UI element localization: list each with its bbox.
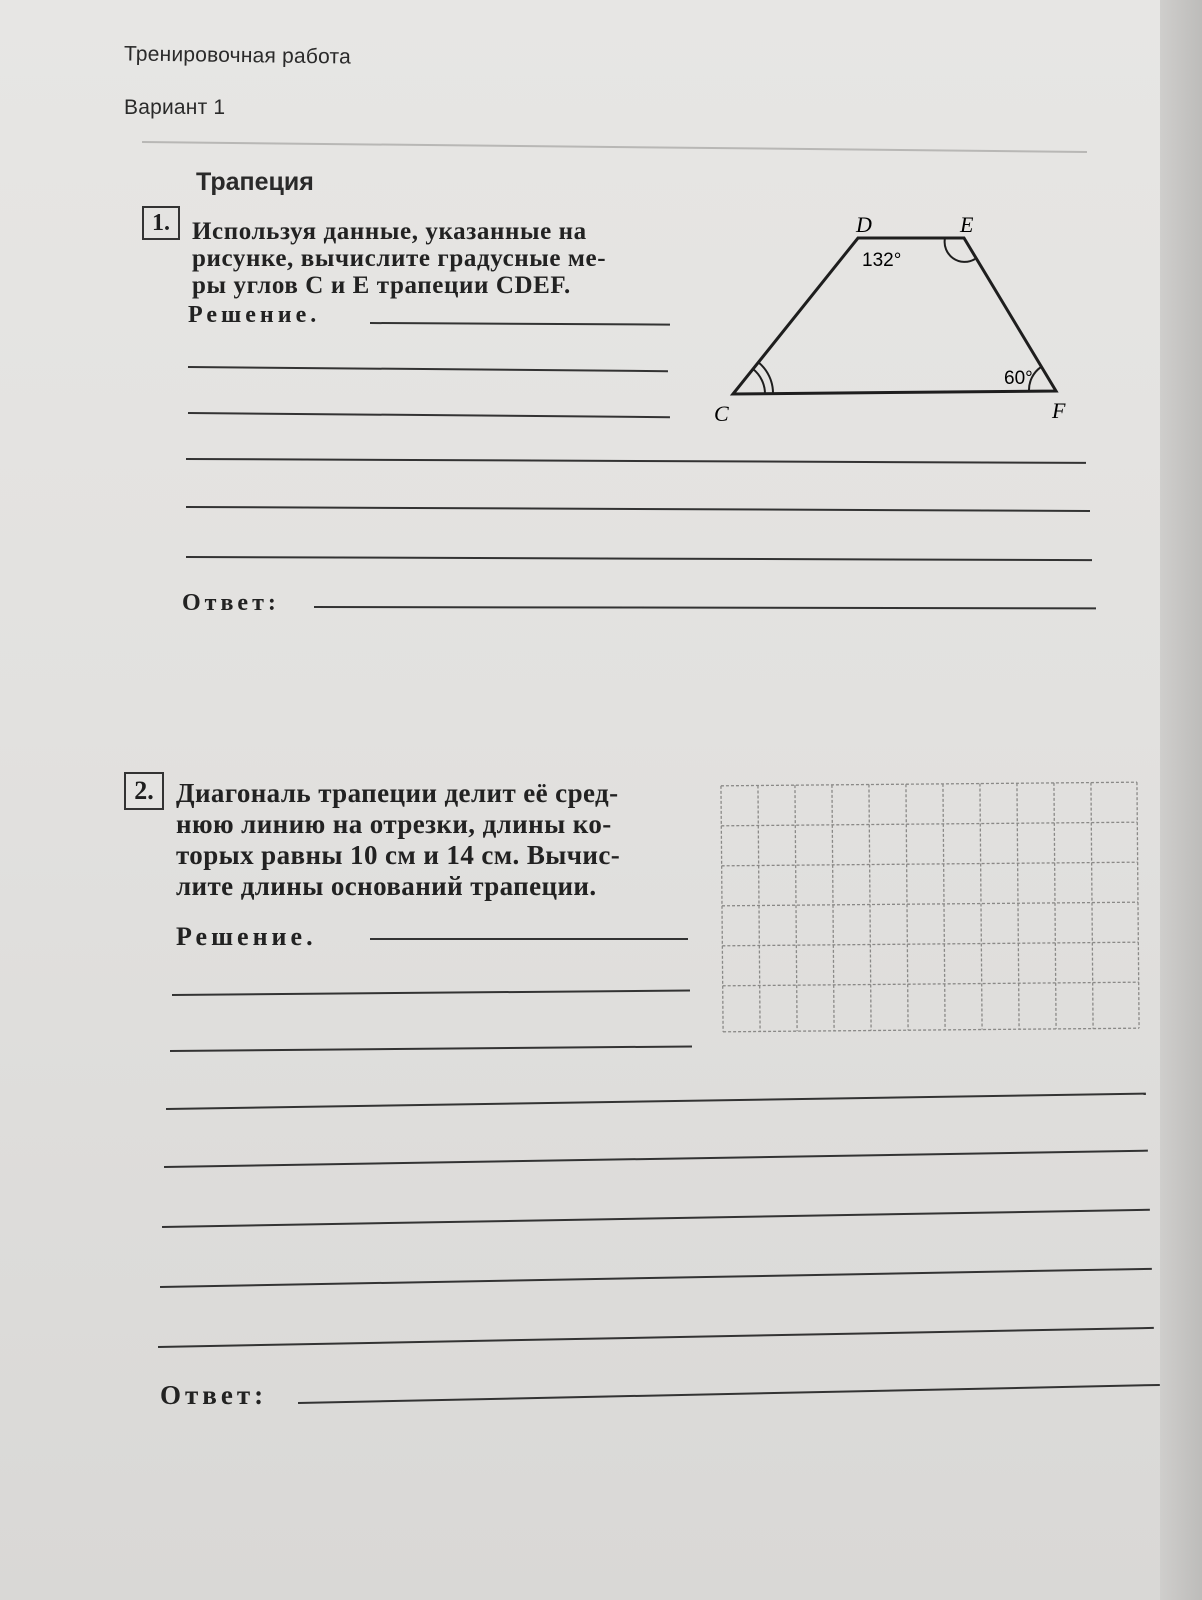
- task-2-solution-line[interactable]: [370, 938, 688, 940]
- task-2-line-2: нюю линию на отрезки, длины ко-: [176, 809, 612, 839]
- task-1-number: 1.: [142, 206, 180, 240]
- task-2-solution-label: Решение.: [176, 922, 317, 951]
- task-1-line-1: Используя данные, указанные на: [192, 218, 587, 245]
- task-2-text: [176, 778, 620, 902]
- task-1-text: [192, 218, 606, 299]
- vertex-c-label: C: [714, 401, 729, 426]
- angle-f-value: 60°: [1004, 368, 1033, 389]
- section-title: Трапеция: [196, 168, 314, 196]
- vertex-f-label: F: [1052, 398, 1066, 423]
- vertex-d-label: D: [856, 212, 872, 237]
- task-1-line-2: рисунке, вычислите градусные ме-: [192, 245, 607, 272]
- table-background: [1160, 0, 1202, 1600]
- vertex-e-label: E: [960, 212, 974, 237]
- task-2-answer-label: Ответ:: [160, 1380, 268, 1410]
- task-2-line-4: лите длины оснований трапеции.: [176, 871, 597, 901]
- task-2-number: 2.: [124, 772, 164, 810]
- header-variant: Вариант 1: [124, 96, 226, 119]
- task-2-line-1: Диагональ трапеции делит её сред-: [176, 778, 619, 808]
- task-1-line-3: ры углов C и E трапеции CDEF.: [192, 272, 571, 299]
- task-1-solution-label: Решение.: [188, 302, 321, 328]
- task-2-line-3: торых равны 10 см и 14 см. Вычис-: [176, 840, 621, 870]
- task-1-answer-label: Ответ:: [182, 590, 280, 616]
- angle-d-value: 132°: [862, 250, 902, 271]
- header-title: Тренировочная работа: [123, 42, 352, 69]
